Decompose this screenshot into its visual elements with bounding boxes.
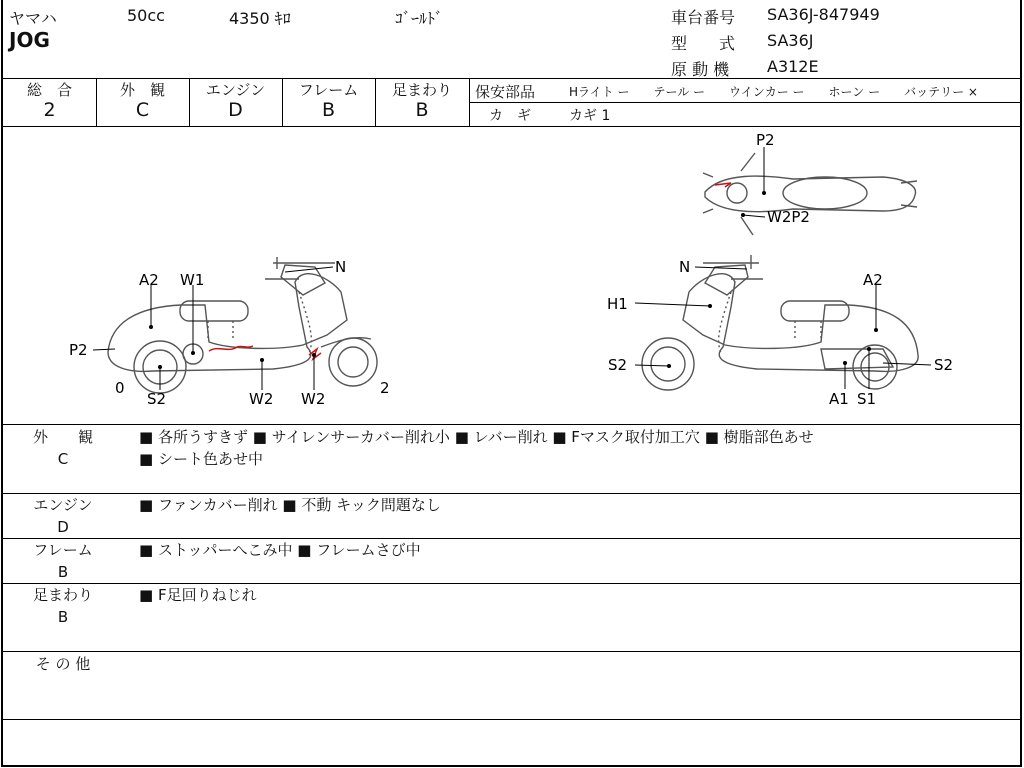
grade-suspension-label: 足まわり [391,81,452,99]
divider [3,424,1020,425]
frame-number-value: SA36J-847949 [767,5,880,24]
grade-exterior-value: C [135,99,150,121]
divider [469,78,470,126]
note-suspension-text: ■ F足回りねじれ [139,586,257,604]
note-suspension-title [25,584,101,628]
grade-exterior-label: 外 観 [119,81,165,99]
note-exterior-line2: ■ シート色あせ中 [139,450,263,468]
damage-diagram [3,127,1022,423]
label-two: 2 [380,379,390,397]
key-value: カギ 1 [569,108,611,124]
note-exterior-title-text: 外 観 [32,428,93,446]
grade-exterior [96,81,189,119]
model-name: JOG [9,28,50,52]
label-w2-b: W2 [301,390,326,408]
model-type-value: SA36J [767,31,814,50]
note-engine-text: ■ ファンカバー削れ ■ 不動 キック問題なし [139,496,441,514]
note-frame-grade: B [57,563,69,581]
damage-marks [209,183,731,359]
top-view-scooter-drawing [703,153,917,235]
label-w2p2-top: W2P2 [767,208,810,226]
note-other-title: そ の 他 [35,655,91,673]
note-exterior-line1: ■ 各所うすきず ■ サイレンサーカバー削れ小 ■ レバー削れ ■ Fマスク取付加工穴 ■ 樹脂部色あせ [139,428,814,446]
label-s2-right-b: S2 [934,356,954,374]
note-frame-text: ■ ストッパーへこみ中 ■ フレームさび中 [139,541,421,559]
note-exterior-grade: C [57,450,69,468]
note-engine-title [25,494,101,538]
label-w1: W1 [180,271,205,289]
label-p2-top: P2 [756,131,775,149]
grade-suspension-value: B [415,99,429,121]
label-h1: H1 [607,295,628,313]
grade-overall [3,81,96,119]
model-type-label: 型 式 [671,34,736,53]
note-exterior-title [25,426,101,470]
note-suspension-grade: B [57,608,69,626]
label-a2-right: A2 [863,271,883,289]
grade-frame [282,81,375,119]
label-n-right: N [679,258,691,276]
engine-type-value: A312E [767,57,819,76]
label-p2-left: P2 [69,341,88,359]
inspection-sheet [1,0,1022,767]
grade-engine-label: エンジン [205,81,266,99]
engine-type-label: 原 動 機 [671,60,730,79]
note-engine-title-text: エンジン [33,496,93,514]
label-s2-right-a: S2 [608,356,628,374]
divider [3,651,1020,652]
color: ｺﾞｰﾙﾄﾞ [395,9,444,28]
label-s1: S1 [857,390,877,408]
key-label: カ ギ [489,108,531,124]
leader-lines [93,147,931,390]
grade-suspension [375,81,469,119]
label-n-left: N [335,258,347,276]
grade-engine [189,81,282,119]
safety-parts-items: Hライト ー テール ー ウインカー ー ホーン ー バッテリー × [569,85,978,99]
grade-overall-label: 総 合 [26,81,72,99]
divider [3,719,1020,720]
note-suspension-title-text: 足まわり [32,586,93,604]
divider [469,102,1020,103]
maker: ヤマハ [9,9,57,28]
label-s2-left: S2 [147,390,167,408]
label-w2-a: W2 [249,390,274,408]
safety-parts-label: 保安部品 [475,83,536,101]
mileage: 4350 ｷﾛ [229,9,291,28]
grade-frame-value: B [321,99,336,121]
frame-number-label: 車台番号 [671,8,736,27]
grade-overall-value: 2 [43,99,56,121]
grade-frame-label: フレーム [298,81,359,99]
note-engine-grade: D [57,518,69,536]
label-zero: 0 [115,379,125,397]
note-frame-title-text: フレーム [33,541,93,559]
grade-engine-value: D [228,99,243,121]
label-a1: A1 [829,390,849,408]
label-a2-left: A2 [139,271,159,289]
note-frame-title [25,539,101,583]
divider [3,78,1020,79]
displacement: 50cc [127,6,165,25]
